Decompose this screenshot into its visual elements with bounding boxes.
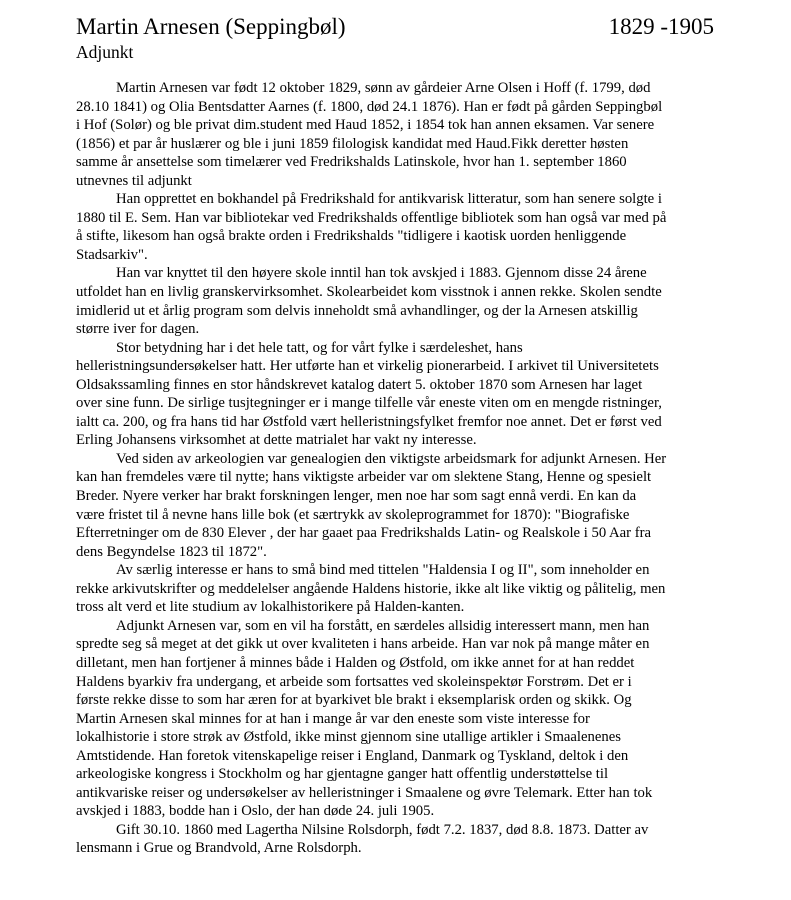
paragraph: [76, 79, 724, 190]
person-name: Martin Arnesen (Seppingbøl): [76, 14, 346, 39]
paragraph: [76, 190, 724, 264]
text-line: være fristet til å nevne hans lille bok (et særtrykk av skoleprogrammet for 1870): "Biografiske: [76, 506, 630, 523]
text-line: rekke arkivutskrifter og meddelelser angående Haldens historie, ikke alt like viktig og pålitelig, men: [76, 580, 666, 597]
text-line: å stifte, likesom han også brakte orden i Fredrikshalds "tidligere i kaotisk uorden henliggende: [76, 228, 627, 245]
text-line: Oldsakssamling finnes en stor håndskrevet katalog datert 5. oktober 1870 som Arnesen har laget: [76, 376, 643, 393]
paragraph: [76, 617, 724, 821]
text-line: spredte seg så meget at det gikk ut over kvaliteten i hans arbeide. Han var nok på mange måter en: [76, 636, 650, 653]
text-line: Adjunkt Arnesen var, som en vil ha forstått, en særdeles allsidig interessert mann, men han: [116, 617, 650, 634]
text-line: lensmann i Grue og Brandvold, Arne Rolsdorph.: [76, 840, 362, 857]
text-line: dens Begyndelse 1823 til 1872".: [76, 543, 267, 560]
text-line: imidlerid ut et årlig program som delvis inneholdt små avhandlinger, og der la Arnesen atskillig: [76, 302, 638, 319]
text-line: utfoldet han en livlig granskervirksomhet. Skolearbeidet kom visstnok i annen rekke. Skolen sendte: [76, 284, 662, 301]
text-line: Martin Arnesen var født 12 oktober 1829, sønn av gårdeier Arne Olsen i Hoff (f. 1799, død: [116, 80, 651, 96]
text-line: Han var knyttet til den høyere skole inntil han tok avskjed i 1883. Gjennom disse 24 årene: [116, 265, 647, 282]
person-title: Adjunkt: [76, 42, 134, 62]
paragraph: [76, 339, 724, 450]
header: [76, 12, 716, 42]
text-line: Stor betydning har i det hele tatt, og for vårt fylke i særdeleshet, hans: [116, 339, 523, 356]
text-line: samme år ansettelse som timelærer ved Fredrikshalds Latinskole, hvor han 1. september 1860: [76, 154, 627, 171]
text-line: dilletant, men han fortjener å minnes både i Halden og Østfold, om ikke annet for at han reddet: [76, 654, 635, 671]
text-line: Gift 30.10. 1860 med Lagertha Nilsine Rolsdorph, født 7.2. 1837, død 8.8. 1873. Datter av: [116, 821, 649, 838]
text-line: Han opprettet en bokhandel på Fredrikshald for antikvarisk litteratur, som han senere solgte i: [116, 191, 662, 208]
text-line: helleristningsundersøkelser hatt. Her utførte han et virkelig pionerarbeid. I arkivet til Universitetets: [76, 358, 659, 375]
text-line: arkeologiske kongress i Stockholm og har gjentagne ganger hatt offentlig understøttelse til: [76, 766, 609, 783]
text-line: Haldens byarkiv fra undergang, et arbeide som fortsattes ved skoleinspektør Forstrøm. Det er i: [76, 673, 632, 690]
text-line: Stadsarkiv".: [76, 246, 148, 263]
text-line: (1856) et par år huslærer og ble i juni 1859 filologisk kandidat med Haud.Fikk deretter høsten: [76, 135, 629, 152]
text-line: over sine funn. De sirlige tusjtegninger er i mange tilfelle vår eneste viten om en mengde ristninger,: [76, 395, 662, 412]
biography-body: [76, 79, 724, 858]
text-line: Ved siden av arkeologien var genealogien den viktigste arbeidsmark for adjunkt Arnesen. Her: [116, 450, 667, 467]
text-line: Av særlig interesse er hans to små bind med tittelen "Haldensia I og II", som inneholder en: [116, 562, 650, 579]
text-line: utnevnes til adjunkt: [76, 172, 192, 189]
text-line: kan han fremdeles være til nytte; hans viktigste arbeider var om slektene Stang, Henne og spesielt: [76, 469, 652, 486]
text-line: lokalhistorie i store strøk av Østfold, ikke minst gjennom sine utallige artikler i Smaalenenes: [76, 729, 621, 746]
paragraph: [76, 450, 724, 561]
text-line: ialtt ca. 200, og fra hans tid har Østfold vært helleristningsfylket fremfor noe annet. Det er først ved: [76, 413, 662, 430]
text-line: større iver for dagen.: [76, 321, 200, 338]
text-line: 1880 til E. Sem. Han var bibliotekar ved Fredrikshalds offentlige bibliotek som han også var med på: [76, 209, 667, 226]
text-line: avskjed i 1883, bodde han i Oslo, der han døde 24. juli 1905.: [76, 803, 435, 820]
text-line: 28.10 1841) og Olia Bentsdatter Aarnes (f. 1800, død 24.1 1876). Han er født på gården Seppingbøl: [76, 98, 663, 115]
text-line: Breder. Nyere verker har brakt forskningen lenger, men noe har som sagt ennå verdi. En kan da: [76, 488, 637, 505]
text-line: tross alt verd et lite studium av lokalhistorikere på Halden-kanten.: [76, 599, 465, 616]
life-years: 1829 -1905: [608, 14, 714, 39]
text-line: Efterretninger om de 830 Elever , der har gaaet paa Fredrikshalds Latin- og Realskole i 50 Aar fra: [76, 525, 652, 542]
text-line: Martin Arnesen skal minnes for at han i mange år var den eneste som viste interesse for: [76, 710, 590, 727]
paragraph: [76, 561, 724, 617]
paragraph: [76, 264, 724, 338]
text-line: første rekke disse to som har æren for at byarkivet ble brakt i eksemplarisk orden og skikk. Og: [76, 692, 632, 709]
text-line: Amtstidende. Han foretok vitenskapelige reiser i England, Danmark og Tyskland, deltok i den: [76, 747, 629, 764]
text-line: Erling Johansens virksomhet at dette matrialet har vakt ny interesse.: [76, 432, 477, 449]
text-line: antikvariske reiser og undersøkelser av helleristninger i Smaalene og øvre Telemark. Etter han tok: [76, 784, 653, 801]
paragraph: [76, 821, 724, 858]
text-line: i Hof (Solør) og ble privat dim.student med Haud 1852, i 1854 tok han annen eksamen. Var senere: [76, 117, 655, 134]
